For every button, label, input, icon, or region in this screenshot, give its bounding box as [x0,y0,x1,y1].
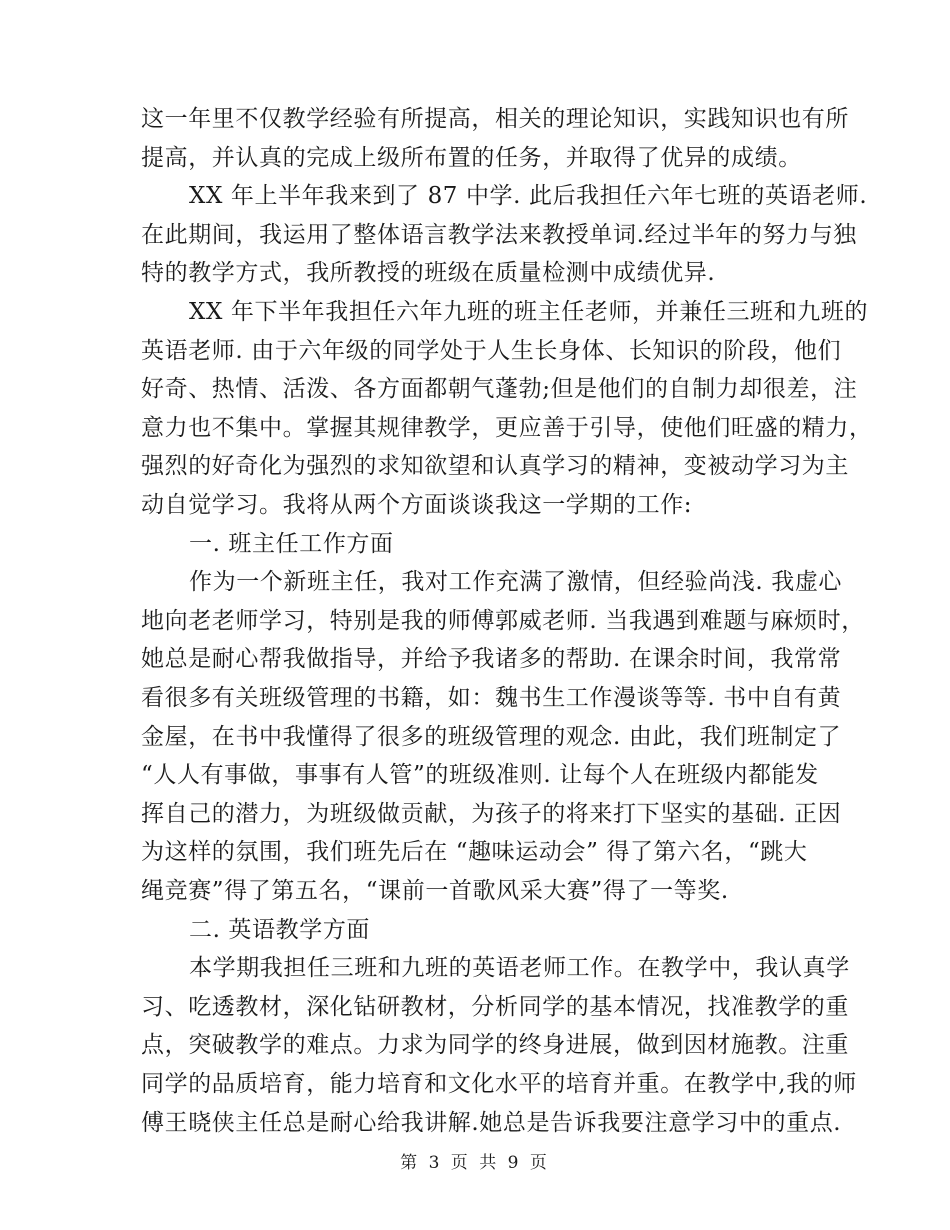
text-line: 本学期我担任三班和九班的英语老师工作。在教学中，我认真学 [189,955,850,982]
text-line: 同学的品质培育，能力培育和文化水平的培育并重。在教学中,我的师 [141,1071,857,1097]
text-line: 绳竞赛”得了第五名，“课前一首歌风采大赛”得了一等奖. [141,878,729,904]
text-line: 习、吃透教材，深化钻研教材，分析同学的基本情况，找准教学的重 [141,993,849,1020]
text-line: 点，突破教学的难点。力求为同学的终身进展，做到因材施教。注重 [141,1032,849,1059]
text-line: “人人有事做，事事有人管”的班级准则. 让每个人在班级内都能发 [141,762,819,789]
text-line: XX 年下半年我担任六年九班的班主任老师，并兼任三班和九班的 [189,299,869,325]
text-line: 这一年里不仅教学经验有所提高，相关的理论知识，实践知识也有所 [141,106,849,132]
text-line: XX 年上半年我来到了 87 中学. 此后我担任六年七班的英语老师. [189,183,868,210]
text-line: 好奇、热情、活泼、各方面都朝气蓬勃;但是他们的自制力却很差，注 [141,376,858,403]
text-line: 提高，并认真的完成上级所布置的任务，并取得了优异的成绩。 [141,144,802,171]
text-line: 地向老老师学习，特别是我的师傅郭威老师. 当我遇到难题与麻烦时， [141,607,865,634]
text-line: 她总是耐心帮我做指导，并给予我诸多的帮助. 在课余时间，我常常 [141,646,842,673]
text-line: 看很多有关班级管理的书籍，如：魏书生工作漫谈等等. 书中自有黄 [141,685,842,711]
text-line: 英语老师. 由于六年级的同学处于人生长身体、长知识的阶段，他们 [141,337,842,364]
text-line: 为这样的氛围，我们班先后在 “趣味运动会” 得了第六名，“跳大 [141,839,808,866]
text-line: 傅王晓侠主任总是耐心给我讲解.她总是告诉我要注意学习中的重点. [141,1109,842,1136]
text-line: 特的教学方式，我所教授的班级在质量检测中成绩优异. [141,260,716,287]
text-line: 作为一个新班主任，我对工作充满了激情，但经验尚浅. 我虚心 [189,569,843,596]
page-footer: 第 3 页 共 9 页 [400,1153,550,1173]
text-line: 一. 班主任工作方面 [189,530,394,557]
text-line: 金屋，在书中我懂得了很多的班级管理的观念. 由此，我们班制定了 [141,723,842,750]
text-line: 在此期间，我运用了整体语言教学法来教授单词.经过半年的努力与独 [141,221,857,248]
text-line: 挥自己的潜力，为班级做贡献，为孩子的将来打下坚实的基础. 正因 [141,800,842,827]
text-line: 意力也不集中。掌握其规律教学，更应善于引导，使他们旺盛的精力， [141,414,873,441]
text-line: 动自觉学习。我将从两个方面谈谈我这一学期的工作: [141,492,693,518]
text-line: 二. 英语教学方面 [189,916,371,943]
text-line: 强烈的好奇化为强烈的求知欲望和认真学习的精神，变被动学习为主 [141,453,849,480]
